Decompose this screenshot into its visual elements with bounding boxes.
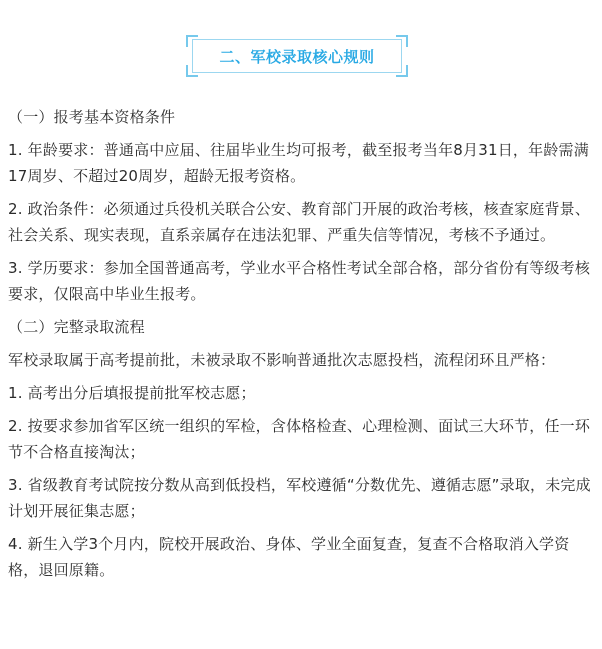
process-step-4: 4. 新生入学3个月内，院校开展政治、身体、学业全面复查，复查不合格取消入学资格，退回原籍。 [8, 535, 570, 579]
process-step-1: 1. 高考出分后填报提前批军校志愿； [8, 384, 256, 402]
section-title-frame [186, 35, 408, 77]
section-title: 二、军校录取核心规则 [219, 47, 375, 66]
article-body [8, 104, 594, 583]
process-step-3: 3. 省级教育考试院按分数从高到低投档，军校遵循“分数优先、遵循志愿”录取，未完成计划开展征集志愿； [8, 476, 591, 520]
section-title-box [192, 39, 402, 73]
eligibility-age: 1. 年龄要求：普通高中应届、往届毕业生均可报考，截至报考当年8月31日，年龄需满17周岁、不超过20周岁，超龄无报考资格。 [8, 141, 589, 185]
eligibility-education: 3. 学历要求：参加全国普通高考，学业水平合格性考试全部合格，部分省份有等级考核要求，仅限高中毕业生报考。 [8, 259, 591, 303]
process-step-2: 2. 按要求参加省军区统一组织的军检，含体格检查、心理检测、面试三大环节，任一环节不合格直接淘汰； [8, 417, 591, 461]
eligibility-political: 2. 政治条件：必须通过兵役机关联合公安、教育部门开展的政治考核，核查家庭背景、社会关系、现实表现，直系亲属存在违法犯罪、严重失信等情况，考核不予通过。 [8, 200, 591, 244]
subsection-heading-process: （二）完整录取流程 [8, 318, 145, 336]
process-intro: 军校录取属于高考提前批，未被录取不影响普通批次志愿投档，流程闭环且严格： [8, 351, 556, 369]
subsection-heading-eligibility: （一）报考基本资格条件 [8, 108, 176, 126]
